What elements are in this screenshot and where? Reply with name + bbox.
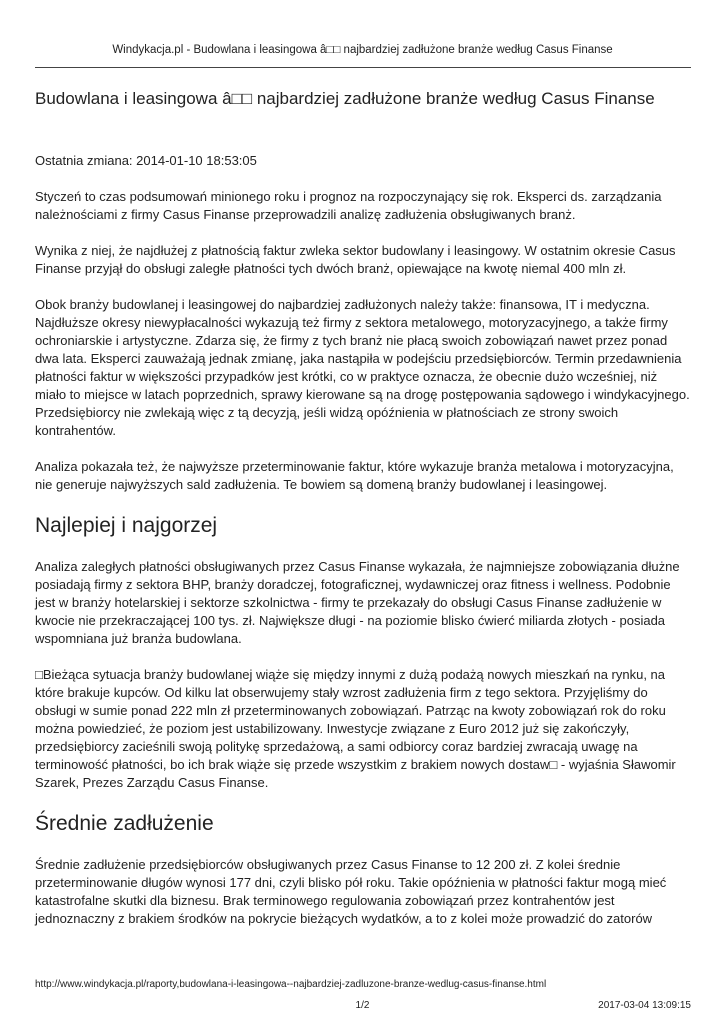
page-header-title: Windykacja.pl - Budowlana i leasingowa â□□ najbardziej zadłużone branże według Casus Finanse: [112, 44, 613, 56]
section-heading-best-worst: Najlepiej i najgorzej: [35, 514, 218, 537]
footer-source-url: http://www.windykacja.pl/raporty,budowlana-i-leasingowa--najbardziej-zadluzone-branze-wedlug-casus-finanse.html: [35, 979, 547, 990]
section-paragraph: Analiza zaległych płatności obsługiwanych przez Casus Finanse wykazała, że najmniejsze zobowiązania dłużne posiadają firmy z sektora BHP, branży doradczej, fotograficznej, wydawniczej oraz fitness i wellness. Podobnie jest w branży hotelarskiej i sektorze szkolnictwa - firmy te przekazały do obsługi Casus Finanse zadłużenie w kwocie nie przekraczającej 100 tys. zł. Największe długi - na poziomie blisko ćwierć miliarda złotych - posiada wspomniana już branża budowlana.: [35, 559, 680, 646]
page-number: 1/2: [355, 1000, 370, 1011]
print-timestamp: 2017-03-04 13:09:15: [598, 1000, 691, 1011]
article-title: Budowlana i leasingowa â□□ najbardziej zadłużone branże według Casus Finanse: [35, 89, 655, 108]
section-heading-average-debt: Średnie zadłużenie: [35, 812, 214, 835]
intro-paragraph: Analiza pokazała też, że najwyższe przeterminowanie faktur, które wykazuje branża metalowa i motoryzacyjna, nie generuje najwyższych sald zadłużenia. Te bowiem są domeną branży budowlanej i leasingowej.: [35, 459, 674, 492]
intro-paragraph: Obok branży budowlanej i leasingowej do najbardziej zadłużonych należy także: finansowa, IT i medyczna. Najdłuższe okresy niewypłacalności wykazują też firmy z sektora metalowego, motoryzacyjnego, a także firmy ochroniarskie i artystyczne. Zdarza się, że firmy z tych branż nie płacą swoich zobowiązań nawet przez ponad dwa lata. Eksperci zauważają jednak zmianę, jaka nastąpiła w podejściu przedsiębiorców. Termin przedawnienia płatności faktur w większości przypadków jest krótki, co w praktyce oznacza, że obecnie dużo wcześniej, niż miało to miejsce w latach poprzednich, sprawy kierowane są na drogę postępowania sądowego i windykacyjnego. Przedsiębiorcy nie zwlekają więc z tą decyzją, jeśli widzą opóźnienia w płatnościach ze strony swoich kontrahentów.: [35, 297, 690, 438]
header-divider: [35, 67, 691, 68]
intro-paragraph: Wynika z niej, że najdłużej z płatnością faktur zwleka sektor budowlany i leasingowy. W ostatnim okresie Casus Finanse przyjął do obsługi zaległe płatności tych dwóch branż, opiewające na kwotę niemal 400 mln zł.: [35, 243, 676, 276]
last-modified: Ostatnia zmiana: 2014-01-10 18:53:05: [35, 153, 257, 168]
section-paragraph: Średnie zadłużenie przedsiębiorców obsługiwanych przez Casus Finanse to 12 200 zł. Z kolei średnie przeterminowanie długów wynosi 177 dni, czyli blisko pół roku. Takie opóźnienia w płatności faktur mogą mieć katastrofalne skutki dla biznesu. Brak terminowego regulowania zobowiązań przez kontrahentów jest jednoznaczny z brakiem środków na pokrycie bieżących wydatków, a to z kolei może prowadzić do zatorów: [35, 857, 667, 926]
intro-paragraph: Styczeń to czas podsumowań minionego roku i prognoz na rozpoczynający się rok. Eksperci ds. zarządzania należnościami z firmy Casus Finanse przeprowadzili analizę zadłużenia obsługiwanych branż.: [35, 189, 662, 222]
article-body: [35, 88, 691, 946]
quote-paragraph: □Bieżąca sytuacja branży budowlanej wiąże się między innymi z dużą podażą nowych mieszkań na rynku, na które brakuje kupców. Od kilku lat obserwujemy stały wzrost zadłużenia firm z tego sektora. Przyjęliśmy do obsługi w sumie ponad 222 mln zł przeterminowanych zobowiązań. Patrząc na kwoty zobowiązań rok do roku można powiedzieć, że poziom jest ustabilizowany. Inwestycje związane z Euro 2012 już się zakończyły, przedsiębiorcy zacieśnili swoją politykę sprzedażową, a sami odbiorcy coraz bardziej zwracają uwagę na terminowość płatności, bo ich brak wiąże się przede wszystkim z brakiem nowych dostaw□ - wyjaśnia Sławomir Szarek, Prezes Zarządu Casus Finanse.: [35, 667, 676, 790]
